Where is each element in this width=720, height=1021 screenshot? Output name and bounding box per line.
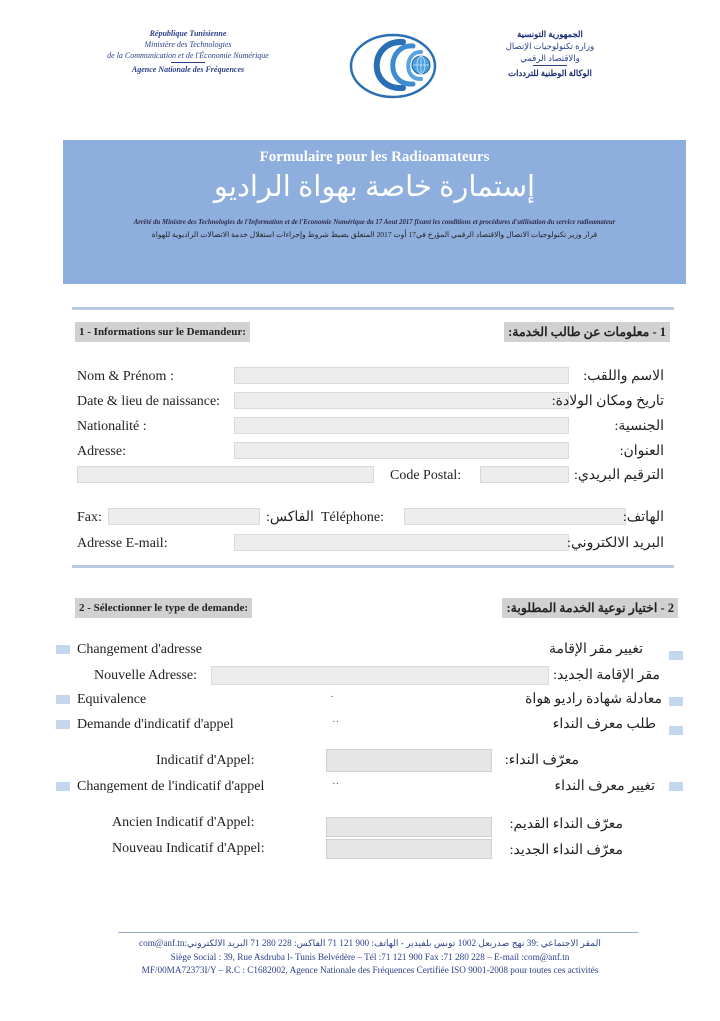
decree-fr: Arrêté du Ministre des Technologies de l'Information et de l'Economie Numérique du 17 Aout 2017 fixant les conditions et procédures d'utilisation du service radioamateur <box>133 219 616 226</box>
address-label-fr: Adresse: <box>77 444 126 459</box>
address-field-line2[interactable] <box>77 466 374 483</box>
call-sign-request-label-ar: طلب معرف النداء <box>552 717 656 732</box>
header-right-divider <box>533 65 567 66</box>
checkbox-change-address-ar[interactable] <box>669 651 683 660</box>
equivalence-label-ar: معادلة شهادة راديو هواة <box>525 692 662 707</box>
ministry-fr-line1: Ministère des Technologies <box>144 40 232 49</box>
footer-registration: MF/00MA72373I/Y – R.C : C1682002, Agence Nationale des Fréquences Certifiée ISO 9001-2008 pour toutes ces activités <box>141 965 599 975</box>
call-sign-request-label-fr: Demande d'indicatif d'appel <box>77 717 234 732</box>
postal-label-ar: الترقيم البريدي: <box>573 468 664 483</box>
address-label-ar: العنوان: <box>619 444 664 459</box>
checkbox-change-address-fr[interactable] <box>56 645 70 654</box>
phone-field[interactable] <box>404 508 626 525</box>
change-call-sign-label-ar: تغيير معرف النداء <box>554 779 655 794</box>
republic-ar: الجمهورية التونسية <box>517 29 583 39</box>
checkbox-call-sign-request-ar[interactable] <box>669 726 683 735</box>
new-call-sign-label-ar: معرّف النداء الجديد: <box>509 843 623 858</box>
header-right <box>500 28 600 79</box>
nationality-label-fr: Nationalité : <box>77 419 147 434</box>
checkbox-change-call-sign-ar[interactable] <box>669 782 683 791</box>
section2-title-fr: 2 - Sélectionner le type de demande: <box>75 598 252 618</box>
header-left-divider <box>171 62 205 63</box>
email-label-fr: Adresse E-mail: <box>77 536 168 551</box>
new-address-field[interactable] <box>211 666 549 685</box>
checkbox-equivalence-ar[interactable] <box>669 697 683 706</box>
name-label-ar: الاسم واللقب: <box>583 369 664 384</box>
fax-label-ar: الفاكس: <box>266 510 314 525</box>
phone-label-ar: الهاتف: <box>622 510 664 525</box>
nationality-label-ar: الجنسية: <box>614 419 664 434</box>
call-sign-label-fr: Indicatif d'Appel: <box>156 753 255 768</box>
footer-address-ar: المقر الاجتماعي :39 نهج صدربعل 1002 تونس بلفيدير - الهاتف: 900 121 71 الفاكس: 228 280 71 البريد الالكتروني:com@anf.tn <box>139 938 601 948</box>
change-address-label-ar: تغيير مقر الإقامة <box>549 642 643 657</box>
header-left <box>88 28 288 75</box>
birth-label-ar: تاريخ ومكان الولادة: <box>551 394 664 409</box>
section1-title-fr: 1 - Informations sur le Demandeur: <box>75 322 250 342</box>
new-address-label-fr: Nouvelle Adresse: <box>94 668 198 683</box>
ministry-ar: وزارة تكنولوجيات الإتصال والاقتصاد الرقمي <box>505 41 595 63</box>
address-field[interactable] <box>234 442 569 459</box>
checkbox-equivalence-fr[interactable] <box>56 695 70 704</box>
old-call-sign-label-fr: Ancien Indicatif d'Appel: <box>112 815 255 830</box>
checkbox-call-sign-request-fr[interactable] <box>56 720 70 729</box>
new-call-sign-label-fr: Nouveau Indicatif d'Appel: <box>112 841 265 856</box>
change-call-sign-label-fr: Changement de l'indicatif d'appel <box>77 779 265 794</box>
email-field[interactable] <box>234 534 569 551</box>
form-title-ar: إستمارة خاصة بهواة الراديو <box>213 171 536 203</box>
section2-title-ar: 2 - اختيار نوعية الخدمة المطلوبة: <box>502 598 678 618</box>
fax-field[interactable] <box>108 508 260 525</box>
new-address-label-ar: مقر الإقامة الجديد: <box>553 668 660 683</box>
equivalence-label-fr: Equivalence <box>77 692 147 707</box>
section-divider-1 <box>72 307 674 310</box>
birth-label-fr: Date & lieu de naissance: <box>77 394 221 409</box>
nationality-field[interactable] <box>234 417 569 434</box>
name-label-fr: Nom & Prénom : <box>77 369 174 384</box>
agency-ar: الوكالة الوطنية للترددات <box>508 68 592 78</box>
equivalence-mark: · <box>330 691 334 703</box>
postal-code-field[interactable] <box>480 466 569 483</box>
checkbox-change-call-sign-fr[interactable] <box>56 782 70 791</box>
title-banner <box>63 140 686 284</box>
old-call-sign-field[interactable] <box>326 817 492 837</box>
new-call-sign-field[interactable] <box>326 839 492 859</box>
call-sign-field[interactable] <box>326 749 492 772</box>
section1-title-ar: 1 - معلومات عن طالب الخدمة: <box>504 322 670 342</box>
footer-divider <box>118 932 638 933</box>
change-address-label-fr: Changement d'adresse <box>77 642 202 657</box>
form-title-fr: Formulaire pour les Radioamateurs <box>259 149 490 165</box>
republic-fr: République Tunisienne <box>149 29 227 38</box>
call-sign-label-ar: معرّف النداء: <box>504 753 579 768</box>
birth-field[interactable] <box>234 392 569 409</box>
decree-ar: قرار وزير تكنولوجيات الاتصال والاقتصاد الرقمي المؤرخ في17 أوت 2017 المتعلق بضبط شروط وإجراءات استغلال خدمة الاتصالات الراديوية للهواة <box>151 230 598 239</box>
change-call-sign-mark: ·· <box>332 778 340 790</box>
anf-logo <box>347 24 439 104</box>
agency-fr: Agence Nationale des Fréquences <box>131 65 245 74</box>
email-label-ar: البريد الالكتروني: <box>567 536 664 551</box>
call-sign-request-mark: ·· <box>332 716 340 728</box>
postal-label-fr: Code Postal: <box>390 468 462 483</box>
footer-address-fr: Siège Social : 39, Rue Asdruba l- Tunis Belvédère – Tél :71 121 900 Fax :71 280 228 – E-mail :com@anf.tn <box>170 952 570 962</box>
section-divider-2 <box>72 565 674 568</box>
name-field[interactable] <box>234 367 569 384</box>
phone-label-fr: Téléphone: <box>321 510 384 525</box>
old-call-sign-label-ar: معرّف النداء القديم: <box>509 817 623 832</box>
fax-label-fr: Fax: <box>77 510 102 525</box>
ministry-fr-line2: de la Communication et de l'Économie Numérique <box>107 51 269 60</box>
